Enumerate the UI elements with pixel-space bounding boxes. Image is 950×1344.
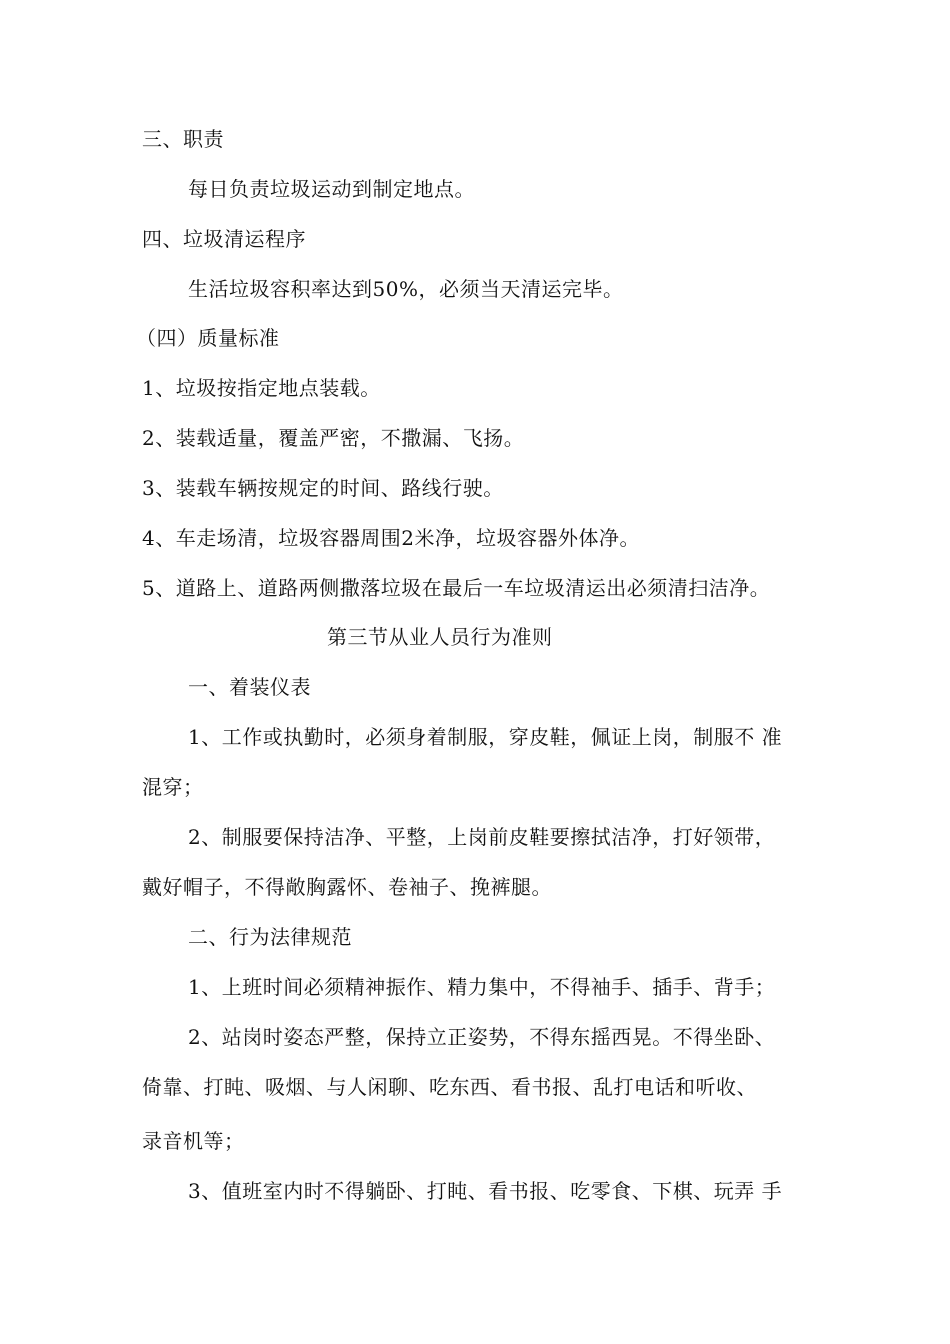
paragraph-line: 1、工作或执勤时，必须身着制服，穿皮鞋，佩证上岗，制服不 准 — [188, 725, 783, 749]
list-item: 5、道路上、道路两侧撒落垃圾在最后一车垃圾清运出必须清扫洁净。 — [142, 576, 771, 600]
chapter-title: 第三节从业人员行为准则 — [327, 625, 553, 649]
paragraph-line: 倚靠、打盹、吸烟、与人闲聊、吃东西、看书报、乱打电话和听收、 — [142, 1075, 757, 1099]
paragraph-line: 1、上班时间必须精神振作、精力集中，不得袖手、插手、背手； — [188, 975, 776, 999]
paragraph-line: 戴好帽子，不得敞胸露怀、卷袖子、挽裤腿。 — [142, 875, 552, 899]
paragraph-duties: 每日负责垃圾运动到制定地点。 — [188, 177, 475, 201]
paragraph-line: 混穿； — [142, 775, 204, 799]
paragraph-line: 录音机等； — [142, 1129, 245, 1153]
list-item: 1、垃圾按指定地点装载。 — [142, 376, 381, 400]
paragraph-line: 3、值班室内时不得躺卧、打盹、看书报、吃零食、下棋、玩弄 手 — [188, 1179, 783, 1203]
list-item: 2、装载适量，覆盖严密，不撒漏、飞扬。 — [142, 426, 525, 450]
paragraph-line: 2、站岗时姿态严整，保持立正姿势，不得东摇西晃。不得坐卧、 — [188, 1025, 776, 1049]
paragraph-garbage-procedure: 生活垃圾容积率达到50%，必须当天清运完毕。 — [188, 277, 624, 301]
section-heading-garbage-procedure: 四、垃圾清运程序 — [142, 227, 306, 251]
section-heading-quality-standard: （四）质量标准 — [136, 326, 280, 350]
section-heading-dress: 一、着装仪表 — [188, 675, 311, 699]
paragraph-line: 2、制服要保持洁净、平整，上岗前皮鞋要擦拭洁净，打好领带， — [188, 825, 776, 849]
list-item: 3、装载车辆按规定的时间、路线行驶。 — [142, 476, 504, 500]
section-heading-conduct: 二、行为法律规范 — [188, 925, 352, 949]
section-heading-duties: 三、职责 — [142, 127, 224, 151]
list-item: 4、车走场清，垃圾容器周围2米净，垃圾容器外体净。 — [142, 526, 640, 550]
